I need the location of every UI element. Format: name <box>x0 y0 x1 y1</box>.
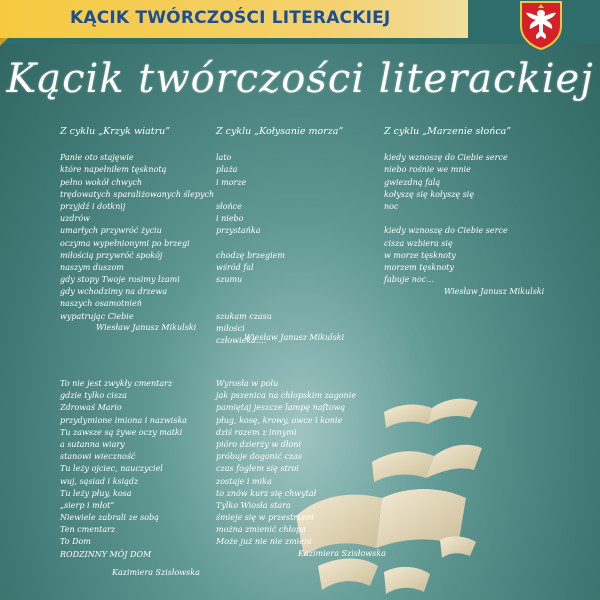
poem-line: Panie oto stajęwie <box>60 153 134 163</box>
poem-line: szumu <box>216 275 243 285</box>
poem-author: Wiesław Janusz Mikulski <box>444 287 545 296</box>
poem-line: trędowatych sparaliżowanych ślepych <box>60 189 215 199</box>
poem-line: miłością przywróć spokój <box>60 250 163 260</box>
poem-line: lato <box>216 153 232 163</box>
poem-line: czas fogłem się stroi <box>216 464 299 474</box>
poem-line: próbuje dogonić czas <box>216 452 302 462</box>
poem-line: jak pszenica na chłopskim zagonie <box>216 391 356 401</box>
poem-line: Ten cmentarz <box>60 525 116 535</box>
poem-title: Z cyklu „Krzyk wiatru” <box>60 126 171 137</box>
poem-cmentarz <box>60 378 200 577</box>
poem-line: wśród fal <box>216 262 254 272</box>
poem-line: gdzie tylko cisza <box>60 391 127 401</box>
poem-line: przydymione imiona i nazwiska <box>60 415 188 425</box>
poem-line: noc <box>384 201 399 211</box>
poem-line: szukam czasu <box>216 311 272 321</box>
poem-line: które napełniłem tęsknotą <box>60 165 167 175</box>
poem-line: i niebo <box>216 214 244 224</box>
poem-line: gdy stopy Twoje rosimy łzami <box>60 275 180 285</box>
poem-line: stanowi wieczność <box>60 452 136 462</box>
poem-line: Niewiele zabrali ze sobą <box>60 513 159 523</box>
poem-line: naszym duszom <box>60 262 124 272</box>
poem-line: można zmienić chłopa <box>216 525 306 535</box>
poem-line: przystańka <box>216 226 261 236</box>
poem-line: słońce <box>216 201 242 211</box>
poem-author: Kazimiera Szisłowska <box>112 568 200 577</box>
poem-line <box>216 298 343 310</box>
poem-line: chodzę brzegiem <box>216 250 285 260</box>
poem-line: cisza wzbiera się <box>384 238 453 248</box>
poem-line: wuj, sąsiad i ksiądz <box>60 476 139 486</box>
poem-line: To nie jest zwykły cmentarz <box>60 379 173 388</box>
poem-wyrosla-w-polu <box>216 378 386 558</box>
poem-line: wypatrując Ciebie <box>60 311 134 321</box>
poem-line: gdy wchodzimy na drzewa <box>60 287 168 297</box>
poem-kolysanie-morza <box>216 126 343 347</box>
poem-line <box>216 286 343 298</box>
poem-line: To Dom <box>60 537 91 547</box>
poem-line: pióro dzierży w dłoni <box>216 439 302 449</box>
poem-krzyk-wiatru <box>60 126 215 332</box>
poem-line: zostaje i mika <box>216 476 272 486</box>
header-title: KĄCIK TWÓRCZOŚCI LITERACKIEJ <box>70 8 391 28</box>
poem-author: Wiesław Janusz Mikulski <box>96 323 197 332</box>
poem-line: plaża <box>216 165 238 175</box>
poem-line: pług, kosę, krowy, owce i konie <box>216 415 343 425</box>
poem-line: śmieje się w przestrzeni <box>216 513 314 523</box>
poem-line: w morze tęsknoty <box>384 250 456 260</box>
poem-line: Tylko Wiosła stara <box>216 500 291 510</box>
poem-line: dziś razem z innymi <box>216 427 297 437</box>
poem-line: Tu leży ojciec, nauczyciel <box>60 464 163 474</box>
poem-line: człowieka…. <box>216 336 267 346</box>
poem-line: Tu zawsze są żywe oczy matki <box>60 427 183 437</box>
poem-line: Zdrowaś Mario <box>60 403 122 413</box>
poem-line: fabuje noc… <box>384 275 435 285</box>
poem-line: „sierp i młot” <box>60 500 115 510</box>
poem-title: Z cyklu „Kołysanie morza” <box>216 126 344 137</box>
poem-line <box>384 213 511 225</box>
poem-line: Może już nie nie zmieni <box>216 537 312 547</box>
poem-line: a sutanna wiary <box>60 439 125 449</box>
poem-line: pamiętaj jeszcze lampę naftową <box>216 403 346 413</box>
poem-line: to znów kurz się chwytał <box>216 488 317 498</box>
poem-line: umarłych przywróć życiu <box>60 226 162 236</box>
poem-line: przyjdź i dotknij <box>60 201 126 211</box>
poem-line: kołyszę się kołyszę się <box>384 189 475 199</box>
poem-line: Tu leży płuy, kosa <box>60 488 132 498</box>
poem-line: pełno wokół chwych <box>60 177 143 187</box>
poem-author: Wiesław Janusz Mikulski <box>244 333 345 342</box>
poem-line: Wyrosła w polu <box>216 379 279 388</box>
poem-title: Z cyklu „Marzenie słońca” <box>384 126 512 137</box>
poem-marzenie-slonca <box>384 126 545 296</box>
poem-line: uzdrów <box>60 214 90 224</box>
main-title: Kącik twórczości literackiej <box>6 56 594 102</box>
poem-line: kiedy wznoszę do Ciebie serce <box>384 153 508 163</box>
poem-line: oczyma wypełnionymi po brzegi <box>60 238 190 248</box>
poem-line: i morze <box>216 177 247 187</box>
poem-line: niebo rośnie we mnie <box>384 165 471 175</box>
poem-line <box>216 189 343 201</box>
poem-line: RODZINNY MÓJ DOM <box>60 549 152 559</box>
poem-line: naszych osamotnień <box>60 299 142 309</box>
poem-line <box>216 238 343 250</box>
poem-line: miłości <box>216 323 245 333</box>
poem-line: morzem tęsknoty <box>384 262 454 272</box>
poem-author: Kazimiera Szisłowska <box>298 549 386 558</box>
poem-line: gwiezdną falą <box>384 177 441 187</box>
poem-line: kiedy wznoszę do Ciebie serce <box>384 226 508 236</box>
